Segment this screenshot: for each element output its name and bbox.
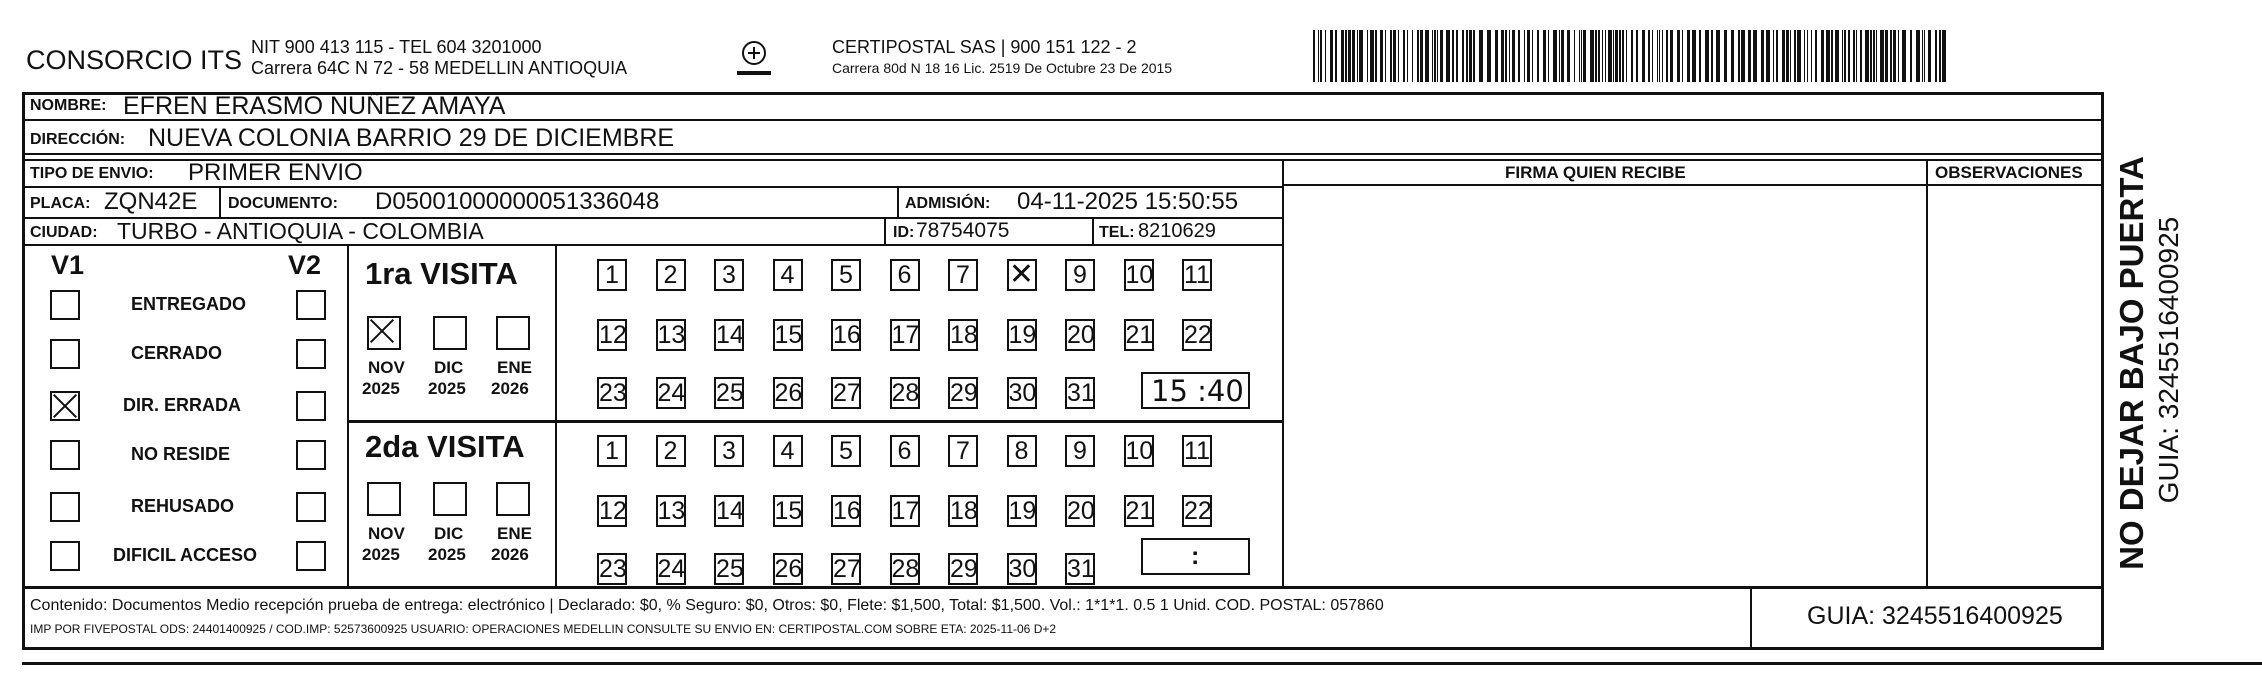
visit-1-day-6[interactable]: 6 xyxy=(890,259,920,291)
direccion-value: NUEVA COLONIA BARRIO 29 DE DICIEMBRE xyxy=(148,124,675,152)
nombre-label: NOMBRE: xyxy=(30,97,107,114)
v1-checkbox[interactable] xyxy=(50,492,80,522)
tipo-envio-value: PRIMER ENVIO xyxy=(188,159,363,186)
barcode-bar xyxy=(1452,30,1454,82)
barcode-bar xyxy=(1469,30,1472,82)
footer-guia: GUIA: 3245516400925 xyxy=(1807,602,2063,630)
barcode-bar xyxy=(1811,30,1812,82)
barcode-bar xyxy=(1325,30,1326,82)
barcode-bar xyxy=(1605,30,1606,82)
barcode-bar xyxy=(1831,30,1833,82)
status-label: NO RESIDE xyxy=(131,444,231,464)
barcode-bar xyxy=(1670,30,1673,82)
barcode xyxy=(1313,30,1951,82)
visit-2-day-2[interactable]: 2 xyxy=(656,435,686,467)
barcode-bar xyxy=(1352,30,1355,82)
visit-2-month-label: ENE xyxy=(497,524,532,543)
barcode-bar xyxy=(1842,30,1843,82)
side-warning xyxy=(2112,92,2202,650)
visit-2-day-6[interactable]: 6 xyxy=(890,435,920,467)
visit-1-day-1[interactable]: 1 xyxy=(597,259,627,291)
visit-2-year-label: 2025 xyxy=(428,545,466,564)
barcode-bar xyxy=(1615,30,1618,82)
visit-1-month-checkbox[interactable] xyxy=(433,316,467,350)
visit-2-time: : xyxy=(1191,542,1200,570)
visit-2-day-3[interactable]: 3 xyxy=(714,435,744,467)
visit-2-day-22[interactable]: 22 xyxy=(1184,497,1212,525)
status-label: REHUSADO xyxy=(131,496,235,516)
visit-2-year-label: 2026 xyxy=(491,545,529,564)
visit-1-title: 1ra VISITA xyxy=(365,256,518,291)
barcode-bar xyxy=(1581,30,1582,82)
visit-2-day-10[interactable]: 10 xyxy=(1125,437,1154,465)
visit-1-day-15[interactable]: 15 xyxy=(774,321,803,349)
barcode-bar xyxy=(1724,30,1727,82)
barcode-bar xyxy=(1821,30,1824,82)
barcode-bar xyxy=(1407,30,1408,82)
visit-2-month-checkbox[interactable] xyxy=(496,482,530,516)
visit-1-time: 15 :40 xyxy=(1151,374,1244,408)
barcode-bar xyxy=(1902,30,1906,82)
company-name: CONSORCIO ITS xyxy=(26,45,243,75)
visit-1-month-label: DIC xyxy=(434,358,464,377)
visit-2-day-23[interactable]: 23 xyxy=(599,555,627,583)
barcode-bar xyxy=(1790,30,1791,82)
barcode-bar xyxy=(1682,30,1683,82)
barcode-bar xyxy=(1512,30,1515,82)
visit-1-day-25[interactable]: 25 xyxy=(716,379,744,407)
v2-checkbox[interactable] xyxy=(296,391,326,421)
visit-2-day-21[interactable]: 21 xyxy=(1125,497,1154,525)
barcode-bar xyxy=(1561,30,1564,82)
barcode-bar xyxy=(1804,30,1805,82)
id-label: ID: xyxy=(893,224,915,241)
barcode-bar xyxy=(1608,30,1612,82)
admision-value: 04-11-2025 15:50:55 xyxy=(1017,188,1239,215)
company-info-line-2: Carrera 64C N 72 - 58 MEDELLIN ANTIOQUIA xyxy=(251,58,628,78)
barcode-bar xyxy=(1705,30,1709,82)
v2-checkbox[interactable] xyxy=(296,339,326,369)
barcode-bar xyxy=(1548,30,1549,82)
side-warning-line-1: NO DEJAR BAJO PUERTA xyxy=(2113,156,2150,570)
firma-label: FIRMA QUIEN RECIBE xyxy=(1505,163,1686,182)
barcode-bar xyxy=(1761,30,1764,82)
barcode-bar xyxy=(1412,30,1413,82)
visit-2-month-checkbox[interactable] xyxy=(367,482,401,516)
barcode-bar xyxy=(1367,30,1368,82)
visit-2-day-24[interactable]: 24 xyxy=(657,555,686,583)
barcode-bar xyxy=(1807,30,1808,82)
barcode-bar xyxy=(1880,30,1884,82)
barcode-bar xyxy=(1313,30,1315,82)
visit-2-month-checkbox[interactable] xyxy=(433,482,467,516)
barcode-bar xyxy=(1432,30,1433,82)
visit-2-day-11[interactable]: 11 xyxy=(1182,435,1212,467)
barcode-bar xyxy=(1741,30,1745,82)
visit-2-day-16[interactable]: 16 xyxy=(833,497,861,525)
visit-1-day-29[interactable]: 29 xyxy=(950,379,978,407)
visit-2-day-29[interactable]: 29 xyxy=(950,555,978,583)
barcode-bar xyxy=(1636,30,1638,82)
barcode-bar xyxy=(1815,30,1817,82)
barcode-bar xyxy=(1731,30,1734,82)
ciudad-label: CIUDAD: xyxy=(30,224,98,241)
visit-2-day-30[interactable]: 30 xyxy=(1008,555,1037,583)
visit-1-year-label: 2025 xyxy=(428,379,466,398)
v2-header: V2 xyxy=(288,250,322,280)
visit-1-day-22[interactable]: 22 xyxy=(1184,321,1212,349)
visit-2-day-5[interactable]: 5 xyxy=(831,435,861,467)
visit-1-day-27[interactable]: 27 xyxy=(833,379,861,407)
barcode-bar xyxy=(1320,30,1322,82)
v1-checkbox[interactable] xyxy=(50,541,80,571)
barcode-bar xyxy=(1390,30,1392,82)
visit-1-day-9[interactable]: 9 xyxy=(1065,259,1095,291)
barcode-bar xyxy=(1631,30,1633,82)
barcode-bar xyxy=(1602,30,1603,82)
barcode-bar xyxy=(1567,30,1570,82)
barcode-bar xyxy=(1885,30,1888,82)
barcode-bar xyxy=(1446,30,1450,82)
barcode-bar xyxy=(1318,30,1319,82)
v1-checkbox[interactable] xyxy=(50,391,80,421)
barcode-bar xyxy=(1385,30,1386,82)
visit-2-day-25[interactable]: 25 xyxy=(716,555,744,583)
barcode-bar xyxy=(1403,30,1405,82)
visit-1-day-28[interactable]: 28 xyxy=(891,379,920,407)
barcode-bar xyxy=(1583,30,1586,82)
visit-1-day-23[interactable]: 23 xyxy=(599,379,627,407)
barcode-bar xyxy=(1595,30,1597,82)
v1-checkbox[interactable] xyxy=(50,290,80,320)
barcode-bar xyxy=(1626,30,1627,82)
visit-2-day-17[interactable]: 17 xyxy=(891,497,920,525)
visit-2-day-19[interactable]: 19 xyxy=(1008,497,1037,525)
visit-2-day-20[interactable]: 20 xyxy=(1067,497,1095,525)
barcode-bar xyxy=(1375,30,1377,82)
observaciones-label: OBSERVACIONES xyxy=(1935,163,2083,182)
visit-1-time-box[interactable] xyxy=(1141,372,1250,409)
barcode-bar xyxy=(1501,30,1504,82)
visit-2-day-12[interactable]: 12 xyxy=(599,497,627,525)
nombre-value: EFREN ERASMO NUÑEZ AMAYA xyxy=(123,92,506,120)
barcode-bar xyxy=(1437,30,1438,82)
v2-checkbox[interactable] xyxy=(296,290,326,320)
visit-1-day-18[interactable]: 18 xyxy=(950,321,978,349)
v2-checkbox[interactable] xyxy=(296,492,326,522)
barcode-bar xyxy=(1826,30,1830,82)
barcode-bar xyxy=(1935,30,1937,82)
barcode-bar xyxy=(1711,30,1713,82)
barcode-bar xyxy=(1860,30,1862,82)
barcode-bar xyxy=(1922,30,1923,82)
barcode-bar xyxy=(1456,30,1458,82)
visit-2-day-13[interactable]: 13 xyxy=(657,497,686,525)
v2-checkbox[interactable] xyxy=(296,440,326,470)
barcode-bar xyxy=(1890,30,1892,82)
barcode-bar xyxy=(1466,30,1468,82)
barcode-bar xyxy=(1662,30,1663,82)
barcode-bar xyxy=(1939,30,1941,82)
barcode-bar xyxy=(1537,30,1539,82)
barcode-bar xyxy=(1699,30,1701,82)
barcode-bar xyxy=(1393,30,1396,82)
visit-1-day-7[interactable]: 7 xyxy=(948,259,978,291)
visit-1-day-2[interactable]: 2 xyxy=(656,259,686,291)
visit-1-day-20[interactable]: 20 xyxy=(1067,321,1095,349)
barcode-bar xyxy=(1870,30,1872,82)
visit-2-day-18[interactable]: 18 xyxy=(950,497,978,525)
visit-1-day-12[interactable]: 12 xyxy=(599,321,627,349)
visit-2-title: 2da VISITA xyxy=(365,429,525,464)
visit-1-month-label: ENE xyxy=(497,358,532,377)
courier-line-1: CERTIPOSTAL SAS | 900 151 122 - 2 xyxy=(832,37,1137,57)
barcode-bar xyxy=(1440,30,1443,82)
visit-2-day-31[interactable]: 31 xyxy=(1067,555,1095,583)
barcode-bar xyxy=(1370,30,1374,82)
barcode-bar xyxy=(1505,30,1507,82)
barcode-bar xyxy=(1543,30,1546,82)
courier-line-2: Carrera 80d N 18 16 Lic. 2519 De Octubre 23 De 2015 xyxy=(832,60,1173,76)
barcode-bar xyxy=(1753,30,1757,82)
barcode-bar xyxy=(1794,30,1796,82)
barcode-bar xyxy=(1876,30,1877,82)
visit-1-day-14[interactable]: 14 xyxy=(716,321,744,349)
visit-1-day-31[interactable]: 31 xyxy=(1067,379,1095,407)
barcode-bar xyxy=(1345,30,1347,82)
v1-header: V1 xyxy=(51,250,85,280)
barcode-bar xyxy=(1898,30,1899,82)
admision-label: ADMISIÓN: xyxy=(905,195,991,212)
tel-label: TEL: xyxy=(1099,224,1135,241)
visit-1-day-19[interactable]: 19 xyxy=(1008,321,1037,349)
barcode-bar xyxy=(1425,30,1429,82)
documento-label: DOCUMENTO: xyxy=(228,195,338,212)
visit-1-day-30[interactable]: 30 xyxy=(1008,379,1037,407)
barcode-bar xyxy=(1666,30,1668,82)
barcode-bar xyxy=(1574,30,1575,82)
visit-1-day-26[interactable]: 26 xyxy=(774,379,803,407)
visit-2-day-1[interactable]: 1 xyxy=(597,435,627,467)
barcode-bar xyxy=(1622,30,1624,82)
barcode-bar xyxy=(1652,30,1653,82)
visit-1-year-label: 2025 xyxy=(362,379,400,398)
barcode-bar xyxy=(1786,30,1789,82)
barcode-bar xyxy=(1335,30,1337,82)
visit-1-day-24[interactable]: 24 xyxy=(657,379,686,407)
barcode-bar xyxy=(1380,30,1383,82)
visit-2-year-label: 2025 xyxy=(362,545,400,564)
status-label: DIR. ERRADA xyxy=(123,395,242,415)
barcode-bar xyxy=(1473,30,1475,82)
visit-2-day-9[interactable]: 9 xyxy=(1065,435,1095,467)
barcode-bar xyxy=(1766,30,1770,82)
barcode-bar xyxy=(1692,30,1696,82)
barcode-bar xyxy=(1924,30,1925,82)
visit-1-day-21[interactable]: 21 xyxy=(1125,321,1154,349)
visit-1-day-8[interactable] xyxy=(1007,259,1037,291)
tipo-envio-label: TIPO DE ENVIO: xyxy=(30,165,154,182)
visit-2-time-box[interactable] xyxy=(1141,538,1250,575)
barcode-bar xyxy=(1928,30,1931,82)
barcode-bar xyxy=(1856,30,1857,82)
barcode-bar xyxy=(1835,30,1839,82)
barcode-bar xyxy=(1865,30,1869,82)
v2-checkbox[interactable] xyxy=(296,541,326,571)
barcode-bar xyxy=(1773,30,1774,82)
barcode-bar xyxy=(1659,30,1660,82)
certipostal-logo xyxy=(734,38,774,82)
barcode-bar xyxy=(1487,30,1491,82)
barcode-bar xyxy=(1844,30,1846,82)
barcode-bar xyxy=(1527,30,1530,82)
barcode-bar xyxy=(1748,30,1751,82)
documento-value: D05001000000051336048 xyxy=(375,188,660,215)
visit-1-day-4[interactable]: 4 xyxy=(773,259,803,291)
barcode-bar xyxy=(1916,30,1920,82)
barcode-bar xyxy=(1782,30,1785,82)
visit-1-day-11[interactable]: 11 xyxy=(1182,259,1212,291)
barcode-bar xyxy=(1590,30,1594,82)
placa-value: ZQN42E xyxy=(104,188,198,215)
barcode-bar xyxy=(1495,30,1498,82)
barcode-bar xyxy=(1559,30,1560,82)
barcode-bar xyxy=(1341,30,1344,82)
tel-value: 8210629 xyxy=(1138,220,1216,242)
barcode-bar xyxy=(1598,30,1600,82)
barcode-bar xyxy=(1677,30,1680,82)
barcode-bar xyxy=(1613,30,1614,82)
side-guia-line: GUIA: 3245516400925 xyxy=(2153,216,2184,504)
barcode-bar xyxy=(1942,30,1946,82)
placa-label: PLACA: xyxy=(30,195,91,212)
v1-checkbox[interactable] xyxy=(50,339,80,369)
id-value: 78754075 xyxy=(916,219,1010,242)
barcode-bar xyxy=(1848,30,1850,82)
barcode-bar xyxy=(1579,30,1580,82)
footer-print-line: IMP POR FIVEPOSTAL ODS: 24401400925 / COD.IMP: 52573600925 USUARIO: OPERACIONES MEDELLIN CONSULTE SU ENVIO EN: CERTIPOSTAL.COM SOBRE ETA: 2025-11-06 D+2 xyxy=(30,622,1057,636)
visit-2-day-15[interactable]: 15 xyxy=(774,497,803,525)
visit-1-year-label: 2026 xyxy=(491,379,529,398)
barcode-bar xyxy=(1462,30,1464,82)
barcode-bar xyxy=(1797,30,1801,82)
barcode-bar xyxy=(1853,30,1855,82)
barcode-bar xyxy=(1509,30,1510,82)
footer-content-line: Contenido: Documentos Medio recepción prueba de entrega: electrónico | Declarado: $0, % Seguro: $0, Otros: $0, Flete: $1,500, Total: $1,500. Vol.: 1*1*1. 0.5 1 Unid. COD. POSTAL: 057860 xyxy=(30,597,1384,614)
visit-1-month-checkbox[interactable] xyxy=(367,316,401,350)
visit-1-day-16[interactable]: 16 xyxy=(833,321,861,349)
barcode-bar xyxy=(1357,30,1358,82)
barcode-bar xyxy=(1518,30,1520,82)
visit-1-day-3[interactable]: 3 xyxy=(714,259,744,291)
visit-2-day-8[interactable]: 8 xyxy=(1007,435,1037,467)
barcode-bar xyxy=(1657,30,1658,82)
visit-2-month-label: DIC xyxy=(434,524,464,543)
status-label: ENTREGADO xyxy=(131,294,247,314)
direccion-label: DIRECCIÓN: xyxy=(30,131,126,148)
barcode-bar xyxy=(1648,30,1650,82)
v1-checkbox[interactable] xyxy=(50,440,80,470)
barcode-bar xyxy=(1359,30,1363,82)
company-info-line-1: NIT 900 413 115 - TEL 604 3201000 xyxy=(251,37,542,57)
visit-2-day-26[interactable]: 26 xyxy=(774,555,803,583)
visit-1-day-5[interactable]: 5 xyxy=(831,259,861,291)
barcode-bar xyxy=(1553,30,1557,82)
visit-1-day-10[interactable]: 10 xyxy=(1125,261,1154,289)
visit-2-day-4[interactable]: 4 xyxy=(773,435,803,467)
visit-2-day-7[interactable]: 7 xyxy=(948,435,978,467)
barcode-bar xyxy=(1524,30,1525,82)
visit-1-month-label: NOV xyxy=(368,358,405,377)
barcode-bar xyxy=(1330,30,1333,82)
barcode-bar xyxy=(1398,30,1399,82)
barcode-bar xyxy=(1420,30,1423,82)
barcode-bar xyxy=(1348,30,1351,82)
barcode-bar xyxy=(1619,30,1621,82)
barcode-bar xyxy=(1873,30,1875,82)
status-label: CERRADO xyxy=(131,343,223,363)
visit-2-day-14[interactable]: 14 xyxy=(716,497,744,525)
visit-2-day-28[interactable]: 28 xyxy=(891,555,920,583)
barcode-bar xyxy=(1417,30,1419,82)
barcode-bar xyxy=(1532,30,1533,82)
ciudad-value: TURBO - ANTIOQUIA - COLOMBIA xyxy=(117,218,484,244)
barcode-bar xyxy=(1434,30,1436,82)
visit-1-day-13[interactable]: 13 xyxy=(657,321,686,349)
barcode-bar xyxy=(1642,30,1645,82)
barcode-bar xyxy=(1738,30,1740,82)
barcode-bar xyxy=(1910,30,1912,82)
barcode-bar xyxy=(1893,30,1896,82)
barcode-bar xyxy=(1479,30,1483,82)
barcode-bar xyxy=(1687,30,1690,82)
visit-1-day-17[interactable]: 17 xyxy=(891,321,920,349)
barcode-bar xyxy=(1776,30,1778,82)
visit-2-day-27[interactable]: 27 xyxy=(833,555,861,583)
status-label: DIFICIL ACCESO xyxy=(113,545,258,565)
visit-1-month-checkbox[interactable] xyxy=(496,316,530,350)
barcode-bar xyxy=(1716,30,1720,82)
visit-2-month-label: NOV xyxy=(368,524,405,543)
